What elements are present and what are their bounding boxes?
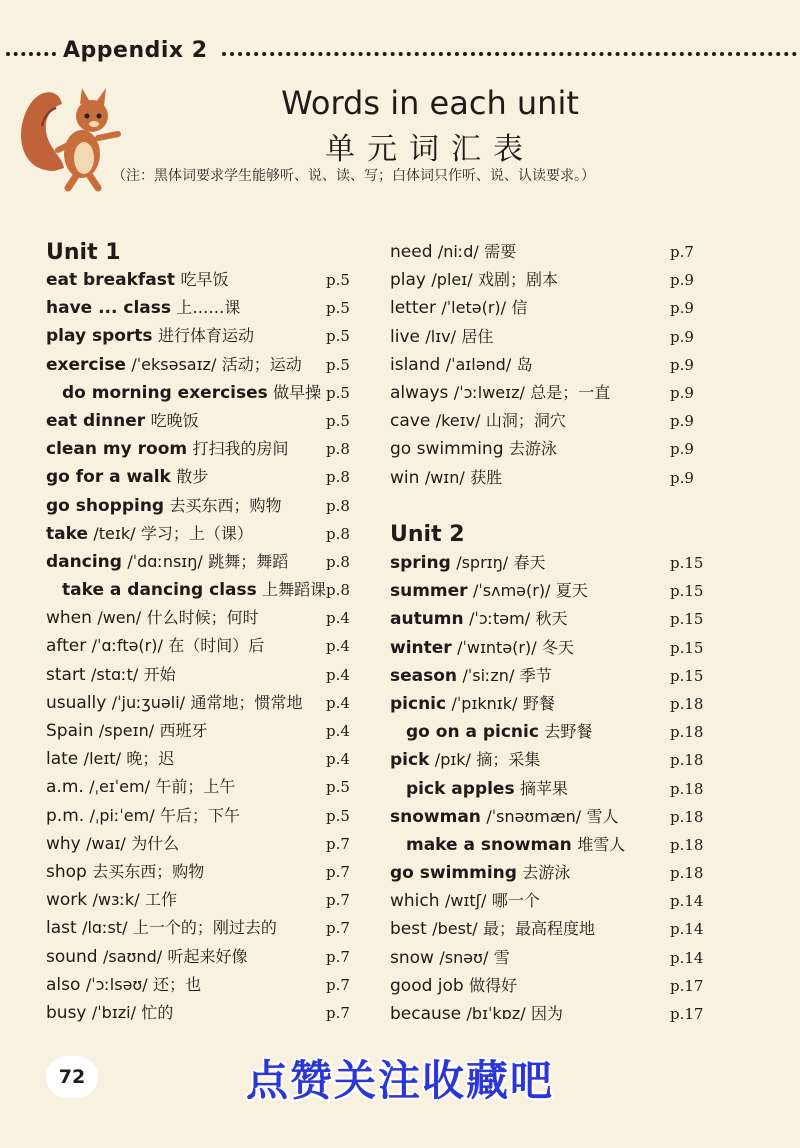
page-ref: p.9	[670, 440, 694, 459]
chinese-meaning: 春天	[513, 553, 546, 572]
vocab-row	[46, 914, 350, 942]
phonetic: /lɪv/	[425, 326, 457, 346]
vocab-row	[46, 886, 350, 914]
phonetic: /niːd/	[437, 242, 479, 261]
vocab-row	[390, 1000, 704, 1028]
page-ref: p.18	[670, 807, 704, 826]
phonetic: /ˈdɑːnsɪŋ/	[127, 551, 203, 571]
vocab-word: win	[390, 467, 420, 488]
phonetic: /ˌeɪˈem/	[89, 777, 150, 797]
vocab-word: go shopping	[46, 495, 165, 516]
vocab-word: good job	[390, 975, 464, 996]
vocab-row	[46, 632, 350, 660]
page-ref: p.9	[670, 327, 694, 346]
vocab-word: because	[390, 1004, 462, 1024]
chinese-meaning: 摘；采集	[476, 750, 541, 770]
page-ref: p.7	[326, 1003, 350, 1022]
chinese-meaning: 秋天	[535, 609, 568, 629]
vocab-word: go for a walk	[46, 467, 171, 488]
page-ref: p.4	[326, 722, 350, 740]
vocab-word: play sports	[46, 326, 153, 347]
phonetic: /ˈwɪntə(r)/	[457, 637, 537, 657]
vocab-row	[390, 634, 704, 662]
vocab-row	[46, 520, 350, 548]
chinese-meaning: 上……课	[176, 298, 241, 318]
vocab-word: work	[46, 890, 88, 911]
page-ref: p.15	[670, 582, 704, 601]
note-text: （注：黑体词要求学生能够听、说、读、写；白体词只作听、说、认读要求。）	[112, 168, 595, 184]
page-ref: p.8	[326, 581, 350, 600]
chinese-meaning: 忙的	[141, 1002, 174, 1022]
chinese-meaning: 雪	[493, 947, 510, 967]
vocab-row	[390, 718, 704, 746]
chinese-meaning: 去买东西；购物	[92, 861, 205, 881]
vocab-row	[390, 294, 694, 322]
page-ref: p.9	[670, 271, 694, 290]
phonetic: /best/	[432, 919, 478, 939]
chinese-meaning: 通常地；惯常地	[190, 692, 303, 712]
vocab-row	[390, 915, 704, 943]
vocab-word: when	[46, 608, 92, 629]
page-ref: p.7	[326, 919, 350, 938]
chinese-meaning: 做得好	[469, 975, 518, 995]
vocab-row	[46, 689, 350, 717]
dotted-line-right	[222, 52, 797, 56]
page-ref: p.8	[326, 496, 350, 515]
vocab-word: snow	[390, 947, 434, 968]
chinese-meaning: 哪一个	[491, 891, 540, 911]
page-ref: p.4	[326, 750, 350, 769]
vocab-word: shop	[46, 861, 87, 882]
phonetic: /ˈpɪknɪk/	[451, 693, 518, 713]
phonetic: /ˈɑːftə(r)/	[91, 636, 163, 656]
chinese-meaning: 进行体育运动	[157, 326, 254, 346]
page-ref: p.18	[670, 779, 704, 798]
vocab-word: after	[46, 636, 87, 657]
page-ref: p.14	[670, 948, 704, 967]
page-ref: p.15	[670, 666, 704, 685]
page-ref: p.5	[326, 778, 350, 797]
page-ref: p.15	[670, 610, 704, 629]
chinese-meaning: 西班牙	[159, 721, 208, 740]
vocab-row	[390, 238, 694, 266]
vocab-word: need	[390, 242, 433, 262]
page-ref: p.9	[670, 412, 694, 431]
chinese-meaning: 去野餐	[544, 722, 593, 742]
vocab-row	[390, 944, 704, 972]
phonetic: /ˌpiːˈem/	[89, 805, 155, 825]
chinese-meaning: 季节	[519, 665, 552, 685]
chinese-meaning: 散步	[176, 467, 209, 487]
title-chinese: 单元词汇表	[325, 132, 535, 167]
phonetic: /ˈsiːzn/	[462, 665, 515, 685]
chinese-meaning: 在（时间）后	[168, 636, 265, 656]
page-ref: p.7	[326, 947, 350, 966]
chinese-meaning: 吃早饭	[180, 270, 229, 289]
chinese-meaning: 学习；上（课）	[140, 523, 253, 543]
page-ref: p.8	[326, 468, 350, 487]
vocab-word: sound	[46, 946, 98, 967]
vocab-word: letter	[390, 298, 436, 319]
page-ref: p.18	[670, 864, 704, 883]
chinese-meaning: 上舞蹈课	[262, 580, 327, 600]
vocab-word: which	[390, 891, 440, 912]
phonetic: /pɪk/	[434, 750, 471, 770]
chinese-meaning: 雪人	[586, 806, 619, 826]
chinese-meaning: 什么时候；何时	[146, 608, 259, 628]
vocab-row	[46, 745, 350, 773]
page-ref: p.5	[326, 355, 350, 374]
vocab-row	[390, 887, 704, 915]
page-ref: p.17	[670, 976, 704, 995]
chinese-meaning: 活动；运动	[221, 354, 302, 374]
vocab-row	[390, 351, 694, 379]
phonetic: /leɪt/	[83, 749, 121, 769]
page-ref: p.8	[326, 524, 350, 543]
chinese-meaning: 最；最高程度地	[482, 919, 595, 939]
chinese-meaning: 为什么	[131, 833, 180, 853]
vocab-row	[390, 690, 704, 718]
dotted-line-left	[6, 52, 56, 56]
phonetic: /speɪn/	[98, 721, 155, 740]
vocab-row	[46, 379, 350, 407]
vocab-word: best	[390, 919, 427, 940]
vocab-word: also	[46, 974, 81, 995]
vocab-row	[390, 831, 704, 859]
vocab-word: clean my room	[46, 439, 188, 460]
page-ref: p.5	[326, 271, 350, 289]
chinese-meaning: 岛	[516, 354, 533, 374]
chinese-meaning: 晚；迟	[126, 749, 175, 769]
vocab-word: go swimming	[390, 863, 517, 884]
phonetic: /pleɪ/	[431, 270, 473, 290]
page-ref: p.7	[326, 975, 350, 994]
vocab-row	[46, 971, 350, 999]
phonetic: /ˈɔːlsəʊ/	[85, 974, 148, 994]
page-ref: p.14	[670, 920, 704, 939]
vocab-row	[46, 266, 350, 294]
chinese-meaning: 去买东西；购物	[169, 495, 282, 515]
phonetic: /ˈletə(r)/	[441, 298, 507, 318]
vocab-word: cave	[390, 411, 431, 432]
vocab-word: eat dinner	[46, 410, 146, 431]
vocab-row	[390, 407, 694, 435]
phonetic: /stɑːt/	[91, 664, 139, 684]
vocab-row	[390, 266, 694, 294]
page-ref: p.15	[670, 554, 704, 572]
chinese-meaning: 总是；一直	[530, 382, 611, 402]
phonetic: /ˈbɪzi/	[91, 1002, 137, 1022]
vocab-word: a.m.	[46, 777, 84, 798]
appendix-label: Appendix 2	[63, 38, 208, 63]
chinese-meaning: 堆雪人	[577, 834, 626, 854]
vocab-row	[390, 746, 704, 774]
phonetic: /ˈɔːlweɪz/	[453, 382, 525, 402]
vocab-word: late	[46, 749, 79, 770]
page-ref: p.5	[326, 411, 350, 430]
phonetic: /waɪ/	[86, 833, 126, 853]
chinese-meaning: 摘苹果	[520, 778, 569, 798]
vocab-word: snowman	[390, 806, 481, 827]
vocab-row	[390, 605, 704, 633]
vocab-row	[390, 379, 694, 407]
page-ref: p.4	[326, 637, 350, 656]
page-ref: p.18	[670, 694, 704, 713]
vocab-word: autumn	[390, 609, 464, 630]
page-ref: p.7	[326, 834, 350, 853]
vocab-row	[46, 802, 350, 830]
phonetic: /ˈsnəʊmæn/	[486, 806, 582, 826]
chinese-meaning: 居住	[461, 326, 494, 346]
vocab-word: island	[390, 354, 441, 375]
vocab-row	[46, 576, 350, 604]
phonetic: /ˈsʌmə(r)/	[472, 581, 551, 601]
vocab-word: eat breakfast	[46, 270, 176, 290]
page-ref: p.5	[326, 299, 350, 318]
vocab-row	[46, 604, 350, 632]
vocab-row	[46, 943, 350, 971]
unit-2-list	[390, 549, 704, 1028]
page-ref: p.5	[326, 806, 350, 825]
vocab-row	[390, 323, 694, 351]
phonetic: /teɪk/	[93, 523, 136, 543]
vocab-row	[46, 322, 350, 350]
page-ref: p.9	[670, 299, 694, 318]
vocab-row	[46, 830, 350, 858]
chinese-meaning: 去游泳	[522, 863, 571, 883]
vocab-row	[390, 859, 704, 887]
chinese-meaning: 开始	[143, 664, 176, 684]
vocab-row	[390, 549, 704, 577]
vocab-word: pick apples	[406, 778, 515, 799]
vocab-row	[46, 717, 350, 745]
vocab-word: take a dancing class	[62, 580, 257, 601]
chinese-meaning: 工作	[144, 890, 177, 910]
phonetic: /keɪv/	[435, 411, 481, 431]
phonetic: /wen/	[97, 608, 142, 628]
footer-banner: 点赞关注收藏吧	[245, 1056, 554, 1105]
vocab-row	[390, 803, 704, 831]
page-ref: p.7	[670, 243, 694, 261]
chinese-meaning: 做早操	[273, 382, 322, 402]
page-ref: p.5	[326, 383, 350, 402]
chinese-meaning: 因为	[531, 1004, 564, 1023]
vocab-word: why	[46, 833, 81, 854]
chinese-meaning: 听起来好像	[167, 946, 248, 966]
vocab-row	[46, 492, 350, 520]
vocab-row	[390, 464, 694, 492]
page-ref: p.7	[326, 862, 350, 881]
vocab-row	[46, 858, 350, 886]
page-ref: p.18	[670, 835, 704, 854]
vocab-row	[390, 662, 704, 690]
vocab-word: usually	[46, 692, 107, 713]
vocab-word: go on a picnic	[406, 722, 539, 743]
page-ref: p.9	[670, 468, 694, 487]
page-ref: p.8	[326, 440, 350, 459]
page-ref: p.7	[326, 891, 350, 910]
page-ref: p.5	[326, 327, 350, 346]
vocab-row	[390, 577, 704, 605]
vocab-word: winter	[390, 637, 452, 658]
page-ref: p.9	[670, 383, 694, 402]
vocab-word: p.m.	[46, 805, 85, 826]
vocab-row	[46, 351, 350, 379]
vocab-word: go swimming	[390, 439, 504, 460]
phonetic: /ˈɔːtəm/	[469, 609, 531, 629]
vocab-word: always	[390, 382, 449, 403]
unit-1-list-continued	[390, 238, 694, 492]
vocab-word: start	[46, 664, 86, 685]
chinese-meaning: 冬天	[542, 637, 575, 657]
phonetic: /ˈeksəsaɪz/	[131, 354, 217, 374]
vocab-word: dancing	[46, 551, 122, 572]
vocab-row	[46, 294, 350, 322]
vocab-row	[46, 773, 350, 801]
chinese-meaning: 吃晚饭	[150, 410, 199, 430]
unit-1-heading: Unit 1	[46, 240, 121, 265]
vocab-word: season	[390, 665, 458, 686]
vocab-word: Spain	[46, 721, 94, 741]
page-ref: p.14	[670, 892, 704, 911]
chinese-meaning: 需要	[484, 242, 517, 261]
phonetic: /wɪtʃ/	[444, 891, 487, 911]
chinese-meaning: 午后；下午	[159, 805, 240, 825]
vocab-row	[46, 999, 350, 1027]
vocab-word: last	[46, 918, 77, 939]
vocab-word: busy	[46, 1002, 87, 1023]
page-ref: p.18	[670, 723, 704, 742]
vocab-word: have ... class	[46, 298, 172, 319]
page-ref: p.4	[326, 609, 350, 628]
vocab-row	[46, 548, 350, 576]
vocab-row	[46, 661, 350, 689]
chinese-meaning: 午前；上午	[155, 777, 236, 797]
vocab-row	[46, 463, 350, 491]
page-ref: p.4	[326, 665, 350, 684]
phonetic: /wɜːk/	[92, 890, 140, 910]
vocab-word: summer	[390, 581, 468, 602]
page-ref: p.18	[670, 751, 704, 770]
vocab-row	[390, 435, 694, 463]
chinese-meaning: 跳舞；舞蹈	[208, 551, 289, 571]
chinese-meaning: 打扫我的房间	[192, 439, 289, 459]
chinese-meaning: 获胜	[470, 467, 503, 487]
vocab-word: live	[390, 326, 420, 347]
vocab-row	[46, 435, 350, 463]
chinese-meaning: 山洞；洞穴	[485, 411, 566, 431]
unit-1-list	[46, 266, 350, 1027]
page-ref: p.8	[326, 552, 350, 571]
vocab-row	[390, 775, 704, 803]
vocab-word: take	[46, 523, 88, 544]
page-ref: p.9	[670, 355, 694, 374]
vocab-word: make a snowman	[406, 834, 572, 855]
unit-2-heading: Unit 2	[390, 522, 465, 547]
vocab-word: picnic	[390, 693, 447, 714]
page-ref: p.4	[326, 693, 350, 712]
phonetic: /ˈaɪlənd/	[445, 354, 512, 374]
phonetic: /lɑːst/	[82, 918, 128, 938]
vocab-word: do morning exercises	[62, 382, 268, 403]
chinese-meaning: 夏天	[555, 581, 588, 601]
chinese-meaning: 信	[511, 298, 528, 318]
chinese-meaning: 上一个的；刚过去的	[132, 918, 277, 938]
page-ref: p.15	[670, 638, 704, 657]
appendix-header	[0, 34, 800, 74]
chinese-meaning: 戏剧；剧本	[477, 270, 558, 290]
vocab-word: play	[390, 270, 426, 291]
vocab-word: spring	[390, 553, 451, 573]
phonetic: /saʊnd/	[103, 946, 163, 966]
vocab-word: pick	[390, 750, 430, 771]
chinese-meaning: 去游泳	[508, 439, 557, 459]
phonetic: /snəʊ/	[439, 947, 489, 967]
title-english: Words in each unit	[281, 84, 579, 122]
phonetic: /wɪn/	[424, 467, 465, 487]
page-ref: p.17	[670, 1005, 704, 1023]
page-number: 72	[46, 1056, 98, 1098]
vocab-row	[390, 972, 704, 1000]
vocab-row	[46, 407, 350, 435]
vocab-word: exercise	[46, 354, 126, 375]
phonetic: /bɪˈkɒz/	[466, 1004, 526, 1023]
chinese-meaning: 还；也	[153, 974, 202, 994]
chinese-meaning: 野餐	[522, 693, 555, 713]
phonetic: /sprɪŋ/	[456, 553, 509, 572]
phonetic: /ˈjuːʒuəli/	[111, 692, 186, 712]
